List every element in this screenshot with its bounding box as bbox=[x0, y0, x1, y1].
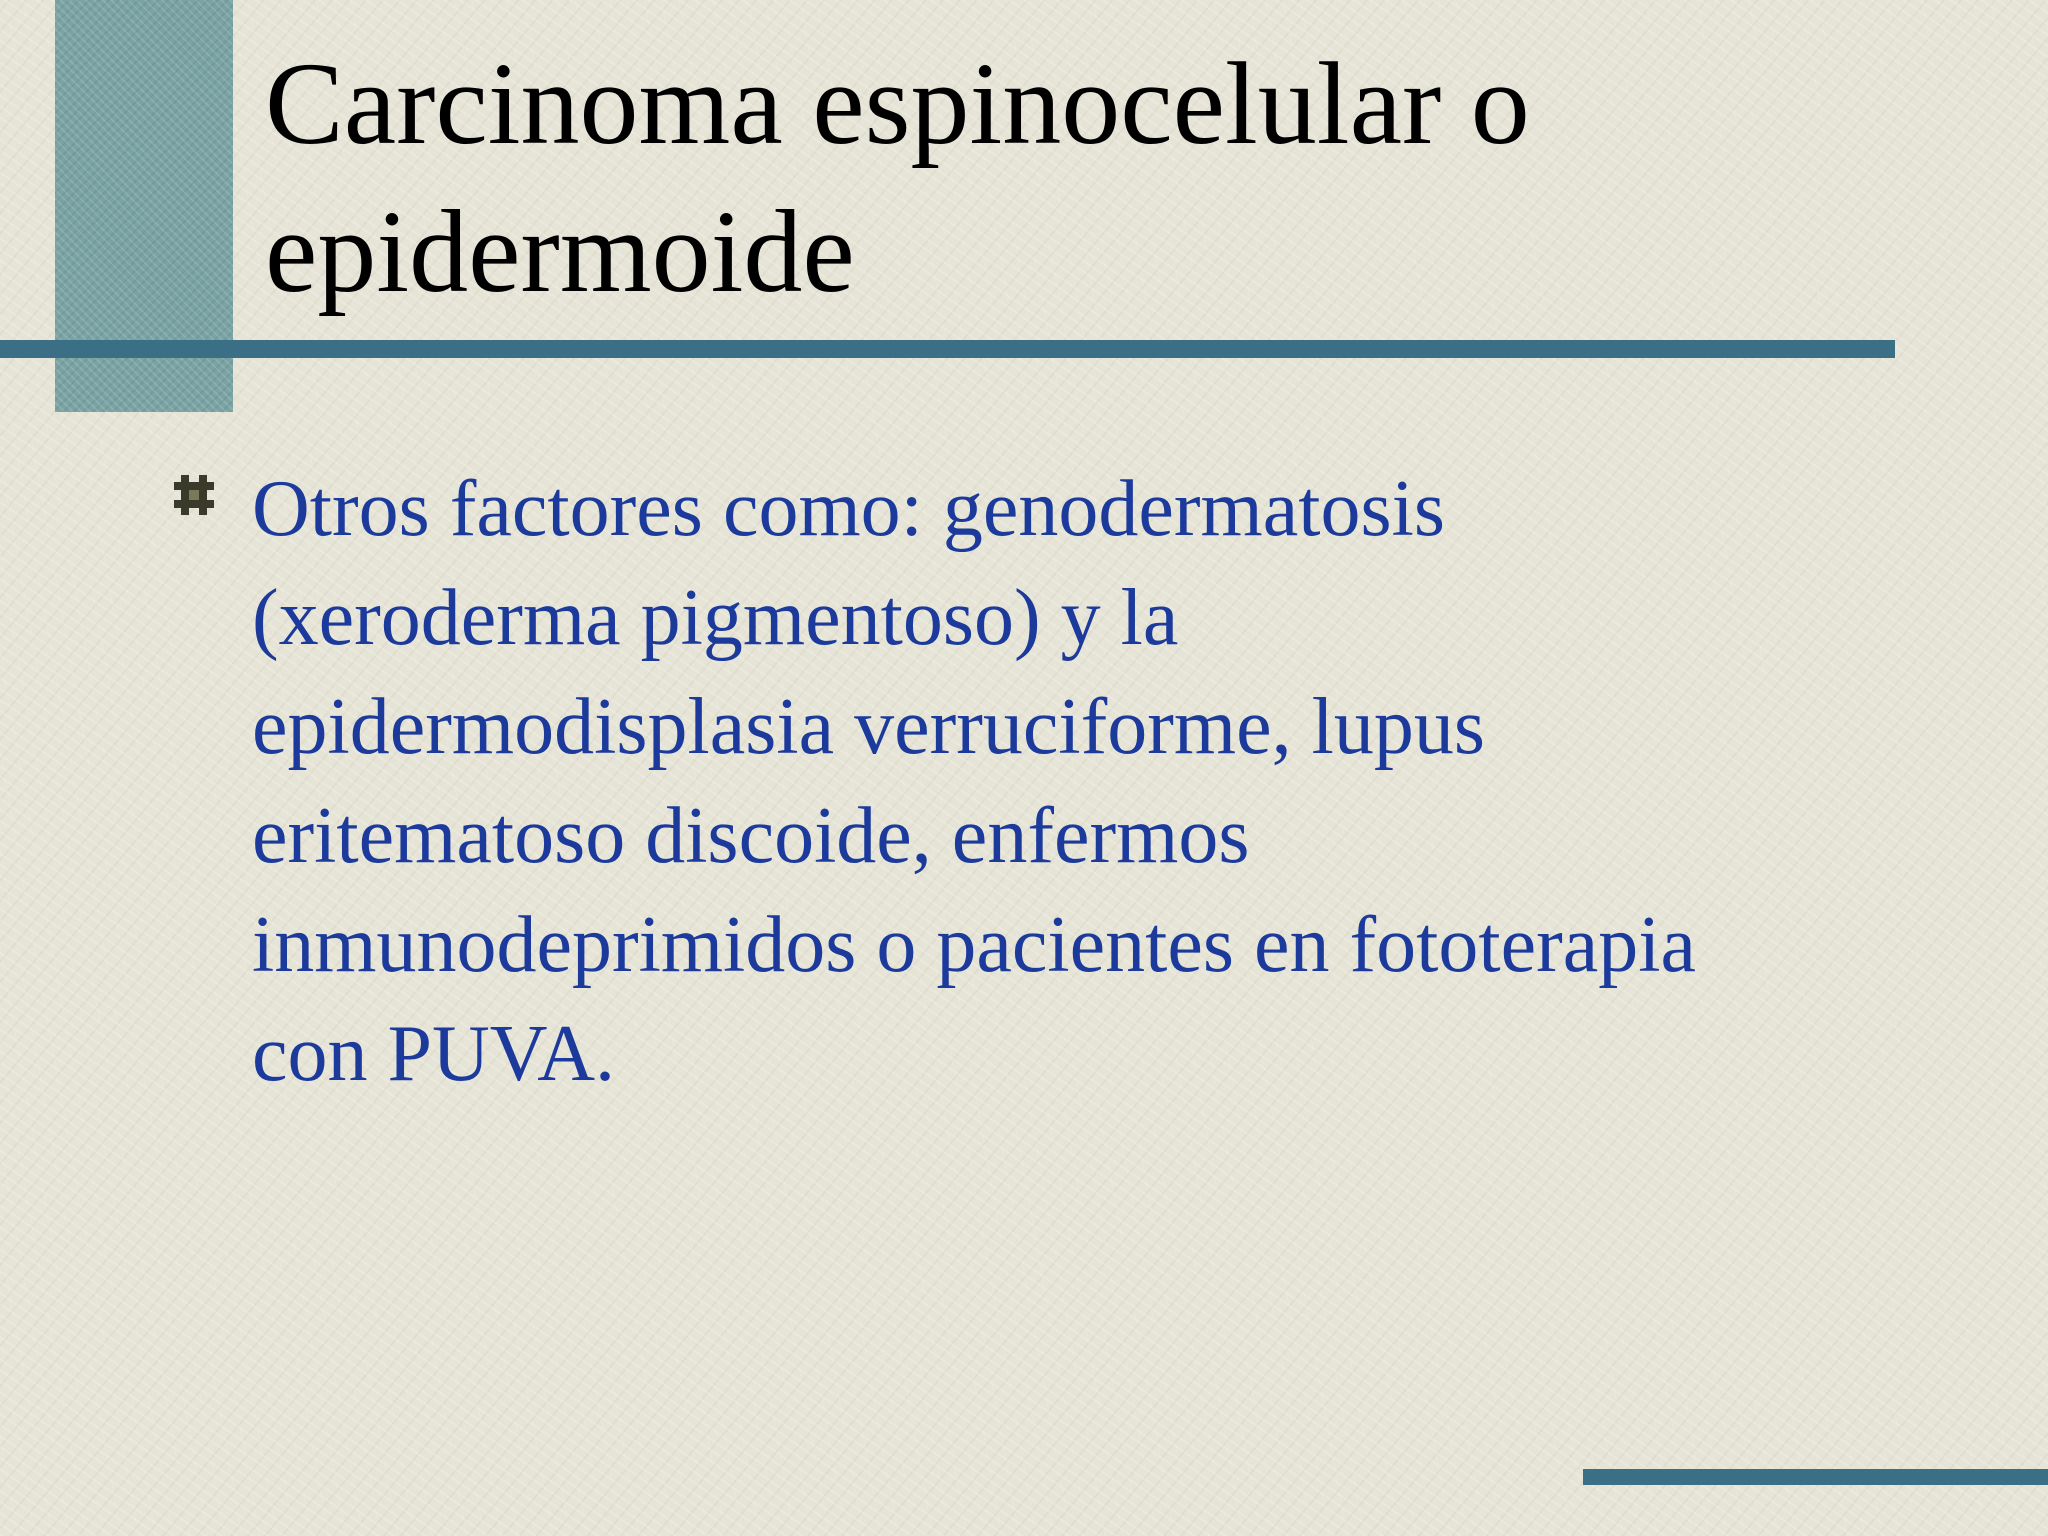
hash-bullet-icon bbox=[172, 473, 216, 517]
slide-title: Carcinoma espinocelular o epidermoide bbox=[265, 38, 1530, 317]
bullet-text: Otros factores como: genodermatosis (xeroderma pigmentoso) y la epidermodisplasia verruciforme, lupus eritematoso discoide, enfermos inmunodeprimidos o pacientes en fototerapia con PUVA. bbox=[252, 465, 1697, 1098]
bottom-accent-rule bbox=[1583, 1469, 2048, 1485]
title-divider-rule bbox=[0, 340, 1895, 358]
bullet-list bbox=[172, 455, 1732, 1109]
bullet-item bbox=[172, 455, 1732, 1109]
